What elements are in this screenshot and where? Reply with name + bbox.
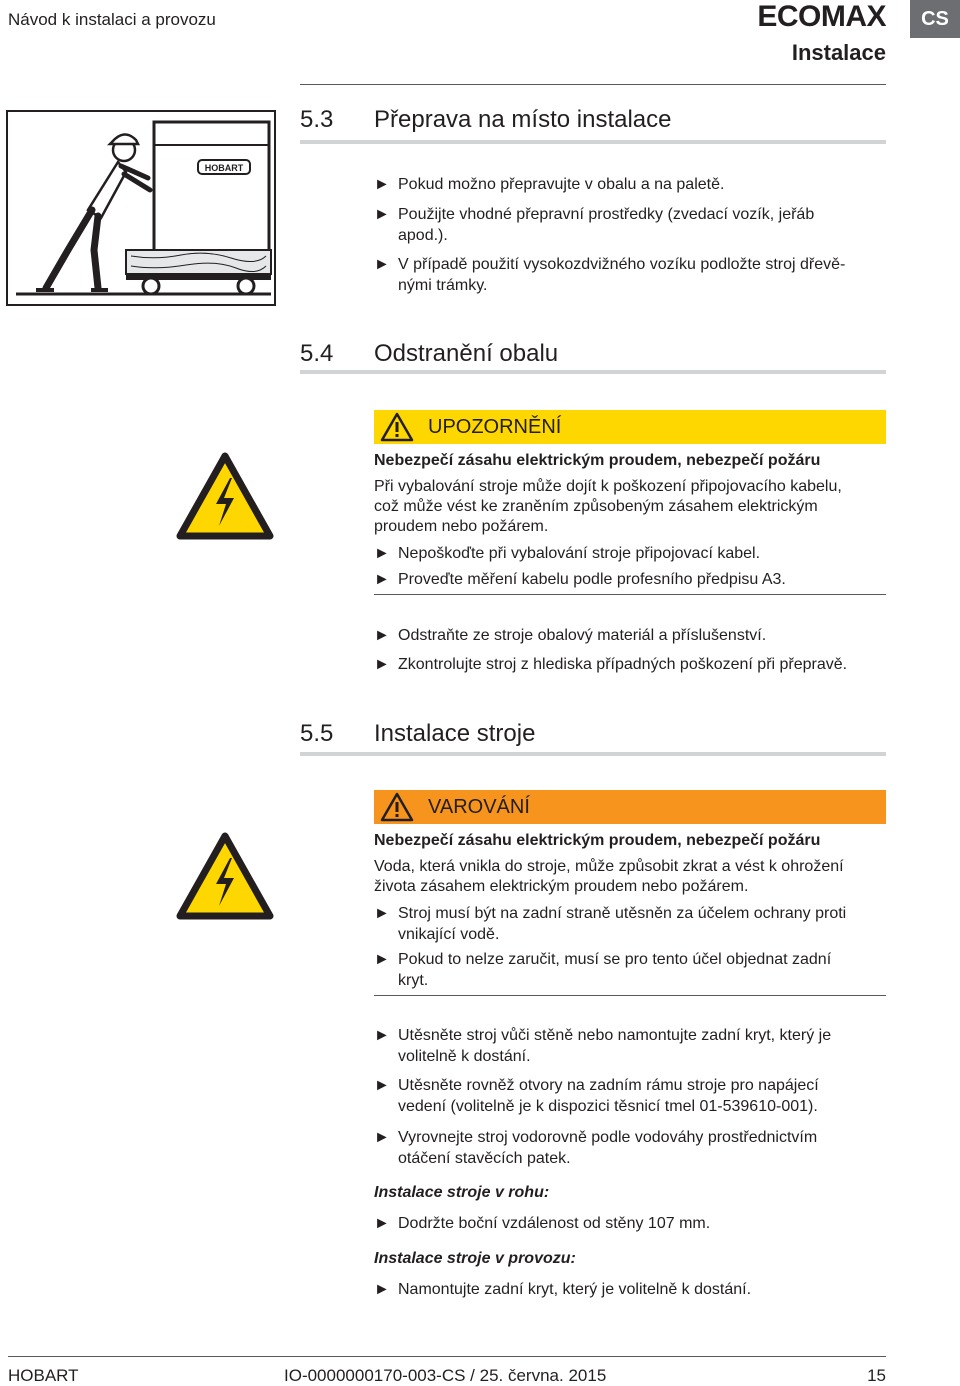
document-title: Návod k instalaci a provozu bbox=[8, 10, 216, 29]
warning-body bbox=[374, 857, 886, 897]
warning-heading: Nebezpečí zásahu elektrickým proudem, nebezpečí požáru bbox=[374, 832, 821, 849]
bullet-icon: ► bbox=[374, 206, 390, 223]
item-text-cont: kryt. bbox=[398, 972, 429, 989]
warning-end-rule bbox=[374, 594, 886, 595]
page-number: 15 bbox=[867, 1366, 886, 1385]
section-5-5-title bbox=[300, 720, 535, 748]
list-item bbox=[374, 1213, 710, 1234]
section-number: 5.5 bbox=[300, 720, 334, 747]
item-text-cont: apod.). bbox=[398, 227, 448, 244]
footer-rule bbox=[8, 1356, 886, 1357]
bullet-icon: ► bbox=[374, 1215, 390, 1232]
list-item bbox=[374, 1279, 751, 1300]
section-number: 5.4 bbox=[300, 340, 334, 367]
bullet-icon: ► bbox=[374, 256, 390, 273]
section-heading: Přeprava na místo instalace bbox=[374, 106, 672, 133]
item-text-cont: vedení (volitelně je k dispozici těsnicí tmel 01-539610-001). bbox=[398, 1098, 818, 1115]
list-item bbox=[374, 174, 724, 195]
bullet-icon: ► bbox=[374, 1281, 390, 1298]
chapter-title: Instalace bbox=[791, 40, 886, 65]
list-item bbox=[374, 625, 766, 646]
warning-label: UPOZORNĚNÍ bbox=[428, 415, 562, 438]
item-text: Vyrovnejte stroj vodorovně podle vodováhy prostřednictvím bbox=[398, 1129, 818, 1146]
item-text: Proveďte měření kabelu podle profesního předpisu A3. bbox=[398, 571, 786, 588]
item-text-cont: otáčení stavěcích patek. bbox=[398, 1150, 571, 1167]
brand-name: ECOMAX bbox=[757, 0, 886, 33]
body-line: Voda, která vnikla do stroje, může způsobit zkrat a vést k ohrožení bbox=[374, 858, 844, 875]
warning-list-item bbox=[374, 569, 786, 590]
item-text-cont: vnikající vodě. bbox=[398, 926, 500, 943]
section-rule bbox=[300, 370, 886, 374]
bullet-icon: ► bbox=[374, 571, 390, 588]
list-item bbox=[374, 1075, 819, 1117]
bullet-icon: ► bbox=[374, 1027, 390, 1044]
body-line: což může vést ke zraněním způsobeným zásahem elektrickým bbox=[374, 498, 818, 515]
item-text: Namontujte zadní kryt, který je volitelně k dostání. bbox=[398, 1281, 752, 1298]
list-item bbox=[374, 654, 847, 675]
language-tab: CS bbox=[910, 0, 960, 38]
list-item bbox=[374, 254, 845, 296]
list-item bbox=[374, 204, 814, 246]
warning-list-item bbox=[374, 903, 846, 945]
transport-illustration bbox=[6, 110, 276, 306]
item-text: Dodržte boční vzdálenost od stěny 107 mm. bbox=[398, 1215, 711, 1232]
warning-banner-warning bbox=[374, 790, 886, 824]
bullet-icon: ► bbox=[374, 627, 390, 644]
bullet-icon: ► bbox=[374, 656, 390, 673]
list-item bbox=[374, 1025, 831, 1067]
body-line: života zásahem elektrickým proudem nebo požárem. bbox=[374, 878, 749, 895]
item-text-cont: nými trámky. bbox=[398, 277, 488, 294]
section-5-3-title bbox=[300, 106, 671, 134]
item-text: Zkontrolujte stroj z hlediska případných poškození při přepravě. bbox=[398, 656, 848, 673]
item-text: V případě použití vysokozdvižného vozíku podložte stroj dřevě- bbox=[398, 256, 846, 273]
warning-list-item bbox=[374, 543, 760, 564]
operation-subheading: Instalace stroje v provozu: bbox=[374, 1250, 576, 1267]
warning-triangle-icon bbox=[380, 792, 414, 822]
section-rule bbox=[300, 752, 886, 756]
electric-hazard-icon bbox=[176, 832, 274, 920]
item-text: Stroj musí být na zadní straně utěsněn za účelem ochrany proti bbox=[398, 905, 847, 922]
warning-list-item bbox=[374, 949, 831, 991]
item-text: Pokud to nelze zaručit, musí se pro tento účel objednat zadní bbox=[398, 951, 832, 968]
bullet-icon: ► bbox=[374, 951, 390, 968]
section-5-4-title bbox=[300, 340, 558, 368]
item-text: Nepoškoďte při vybalování stroje připojovací kabel. bbox=[398, 545, 761, 562]
section-rule bbox=[300, 140, 886, 144]
bullet-icon: ► bbox=[374, 545, 390, 562]
section-heading: Instalace stroje bbox=[374, 720, 536, 747]
item-text: Utěsněte rovněž otvory na zadním rámu stroje pro napájecí bbox=[398, 1077, 819, 1094]
warning-body bbox=[374, 477, 874, 537]
bullet-icon: ► bbox=[374, 1077, 390, 1094]
section-heading: Odstranění obalu bbox=[374, 340, 559, 367]
item-text: Použijte vhodné přepravní prostředky (zvedací vozík, jeřáb bbox=[398, 206, 815, 223]
warning-heading: Nebezpečí zásahu elektrickým proudem, nebezpečí požáru bbox=[374, 452, 821, 469]
header-rule bbox=[300, 84, 886, 85]
item-text: Utěsněte stroj vůči stěně nebo namontujte zadní kryt, který je bbox=[398, 1027, 832, 1044]
item-text-cont: volitelně k dostání. bbox=[398, 1048, 531, 1065]
footer-brand: HOBART bbox=[8, 1366, 79, 1385]
body-line: proudem nebo požárem. bbox=[374, 518, 549, 535]
warning-banner-caution bbox=[374, 410, 886, 444]
section-number: 5.3 bbox=[300, 106, 334, 133]
bullet-icon: ► bbox=[374, 176, 390, 193]
footer-doc-id: IO-0000000170-003-CS / 25. června. 2015 bbox=[284, 1366, 607, 1385]
body-line: Při vybalování stroje může dojít k poškození připojovacího kabelu, bbox=[374, 478, 842, 495]
bullet-icon: ► bbox=[374, 905, 390, 922]
corner-subheading: Instalace stroje v rohu: bbox=[374, 1184, 550, 1201]
list-item bbox=[374, 1127, 817, 1169]
warning-label: VAROVÁNÍ bbox=[428, 795, 530, 818]
item-text: Odstraňte ze stroje obalový materiál a příslušenství. bbox=[398, 627, 767, 644]
warning-end-rule bbox=[374, 995, 886, 996]
electric-hazard-icon bbox=[176, 452, 274, 540]
item-text: Pokud možno přepravujte v obalu a na paletě. bbox=[398, 176, 725, 193]
warning-triangle-icon bbox=[380, 412, 414, 442]
hobart-logo: HOBART bbox=[204, 163, 244, 173]
bullet-icon: ► bbox=[374, 1129, 390, 1146]
